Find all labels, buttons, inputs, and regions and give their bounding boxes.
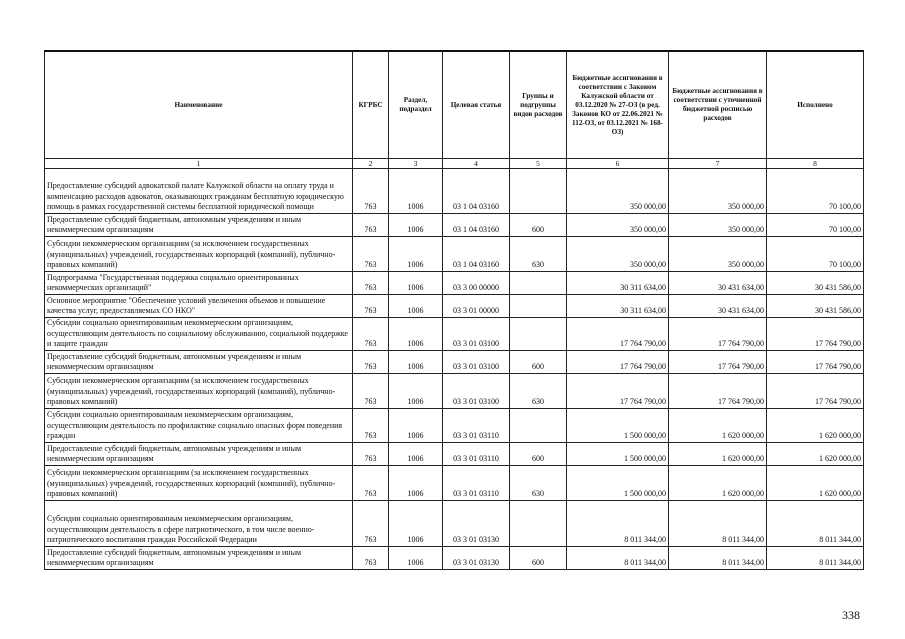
table-row	[45, 374, 864, 409]
row-group	[510, 272, 567, 295]
row-refined-amount: 350 000,00	[669, 214, 767, 237]
row-executed-amount: 8 011 344,00	[767, 547, 864, 570]
row-refined-amount: 8 011 344,00	[669, 501, 767, 547]
row-executed-amount: 30 431 586,00	[767, 272, 864, 295]
row-law-amount: 350 000,00	[567, 169, 669, 214]
row-target: 03 3 01 03110	[443, 466, 510, 501]
row-target: 03 3 01 03110	[443, 443, 510, 466]
row-group	[510, 501, 567, 547]
row-kgrbs: 763	[353, 501, 389, 547]
row-target: 03 3 01 03100	[443, 351, 510, 374]
row-section: 1006	[389, 374, 443, 409]
row-law-amount: 350 000,00	[567, 214, 669, 237]
row-group: 630	[510, 237, 567, 272]
column-number: 8	[767, 159, 864, 169]
table-row	[45, 214, 864, 237]
column-number: 7	[669, 159, 767, 169]
table-body	[45, 169, 864, 570]
row-executed-amount: 30 431 586,00	[767, 295, 864, 318]
column-number: 6	[567, 159, 669, 169]
column-number: 2	[353, 159, 389, 169]
row-section: 1006	[389, 466, 443, 501]
table-row	[45, 466, 864, 501]
row-executed-amount: 8 011 344,00	[767, 501, 864, 547]
row-group: 630	[510, 466, 567, 501]
row-target: 03 3 01 03130	[443, 547, 510, 570]
row-target: 03 3 01 03100	[443, 318, 510, 351]
column-number: 3	[389, 159, 443, 169]
row-law-amount: 8 011 344,00	[567, 501, 669, 547]
header-executed: Исполнено	[767, 51, 864, 159]
header-groups: Группы и подгруппы видов расходов	[510, 51, 567, 159]
header-refined: Бюджетные ассигнования в соответствии с уточненной бюджетной росписью расходов	[669, 51, 767, 159]
row-kgrbs: 763	[353, 169, 389, 214]
row-refined-amount: 30 431 634,00	[669, 295, 767, 318]
header-law: Бюджетные ассигнования в соответствии с Законом Калужской области от 03.12.2020 № 27-ОЗ (в ред. Законов КО от 22.06.2021 № 112-ОЗ, от 03.12.2021 № 168-ОЗ)	[567, 51, 669, 159]
row-section: 1006	[389, 318, 443, 351]
row-section: 1006	[389, 351, 443, 374]
page-number: 338	[842, 608, 860, 622]
row-law-amount: 30 311 634,00	[567, 295, 669, 318]
row-section: 1006	[389, 501, 443, 547]
row-kgrbs: 763	[353, 318, 389, 351]
row-executed-amount: 17 764 790,00	[767, 351, 864, 374]
row-law-amount: 30 311 634,00	[567, 272, 669, 295]
table-row	[45, 318, 864, 351]
row-name: Предоставление субсидий бюджетным, автономным учреждениям и иным некоммерческим организациям	[45, 214, 353, 237]
row-group: 630	[510, 374, 567, 409]
row-target: 03 1 04 03160	[443, 237, 510, 272]
row-section: 1006	[389, 214, 443, 237]
row-law-amount: 350 000,00	[567, 237, 669, 272]
table-row	[45, 295, 864, 318]
row-kgrbs: 763	[353, 214, 389, 237]
row-section: 1006	[389, 547, 443, 570]
table-row	[45, 272, 864, 295]
table-row	[45, 547, 864, 570]
row-target: 03 3 01 00000	[443, 295, 510, 318]
row-name: Субсидии социально ориентированным некоммерческим организациям, осуществляющим деятельность в сфере патриотического, в том числе военно-патриотического воспитания граждан Российской Федерации	[45, 501, 353, 547]
row-kgrbs: 763	[353, 237, 389, 272]
row-law-amount: 17 764 790,00	[567, 374, 669, 409]
row-refined-amount: 1 620 000,00	[669, 443, 767, 466]
row-target: 03 3 01 03130	[443, 501, 510, 547]
row-executed-amount: 70 100,00	[767, 237, 864, 272]
row-kgrbs: 763	[353, 374, 389, 409]
row-name: Субсидии некоммерческим организациям (за исключением государственных (муниципальных) учреждений, государственных корпораций (компаний), публично-правовых компаний)	[45, 466, 353, 501]
row-kgrbs: 763	[353, 443, 389, 466]
header-section: Раздел, подраздел	[389, 51, 443, 159]
table-row	[45, 237, 864, 272]
row-law-amount: 17 764 790,00	[567, 351, 669, 374]
header-row	[45, 51, 864, 159]
row-kgrbs: 763	[353, 295, 389, 318]
row-group	[510, 169, 567, 214]
row-refined-amount: 350 000,00	[669, 169, 767, 214]
table-row	[45, 443, 864, 466]
row-kgrbs: 763	[353, 351, 389, 374]
row-name: Основное мероприятие "Обеспечение условий увеличения объемов и повышение качества услуг, предоставляемых СО НКО"	[45, 295, 353, 318]
row-refined-amount: 17 764 790,00	[669, 351, 767, 374]
row-kgrbs: 763	[353, 272, 389, 295]
row-target: 03 1 04 03160	[443, 214, 510, 237]
column-number: 1	[45, 159, 353, 169]
row-group: 600	[510, 351, 567, 374]
row-target: 03 3 01 03100	[443, 374, 510, 409]
row-kgrbs: 763	[353, 547, 389, 570]
header-name: Наименование	[45, 51, 353, 159]
row-executed-amount: 1 620 000,00	[767, 443, 864, 466]
row-section: 1006	[389, 295, 443, 318]
column-number-row	[45, 159, 864, 169]
row-executed-amount: 70 100,00	[767, 169, 864, 214]
column-number: 5	[510, 159, 567, 169]
row-name: Предоставление субсидий адвокатской палате Калужской области на оплату труда и компенсацию расходов адвокатов, оказывающих гражданам бесплатную юридическую помощь в рамках государственной системы бесплатной юридической помощи	[45, 169, 353, 214]
row-target: 03 1 04 03160	[443, 169, 510, 214]
row-name: Субсидии социально ориентированным некоммерческим организациям, осуществляющим деятельность по профилактике социально опасных форм поведения граждан	[45, 409, 353, 443]
column-number: 4	[443, 159, 510, 169]
row-target: 03 3 00 00000	[443, 272, 510, 295]
row-law-amount: 8 011 344,00	[567, 547, 669, 570]
row-name: Предоставление субсидий бюджетным, автономным учреждениям и иным некоммерческим организациям	[45, 443, 353, 466]
table-row	[45, 351, 864, 374]
row-name: Субсидии некоммерческим организациям (за исключением государственных (муниципальных) учреждений, государственных корпораций (компаний), публично-правовых компаний)	[45, 237, 353, 272]
budget-table	[44, 50, 864, 570]
row-section: 1006	[389, 237, 443, 272]
row-executed-amount: 70 100,00	[767, 214, 864, 237]
row-section: 1006	[389, 409, 443, 443]
row-section: 1006	[389, 169, 443, 214]
row-group	[510, 318, 567, 351]
row-refined-amount: 30 431 634,00	[669, 272, 767, 295]
row-target: 03 3 01 03110	[443, 409, 510, 443]
row-law-amount: 1 500 000,00	[567, 466, 669, 501]
row-executed-amount: 17 764 790,00	[767, 318, 864, 351]
row-kgrbs: 763	[353, 409, 389, 443]
row-refined-amount: 17 764 790,00	[669, 374, 767, 409]
row-name: Субсидии некоммерческим организациям (за исключением государственных (муниципальных) учреждений, государственных корпораций (компаний), публично-правовых компаний)	[45, 374, 353, 409]
row-refined-amount: 350 000,00	[669, 237, 767, 272]
row-name: Предоставление субсидий бюджетным, автономным учреждениям и иным некоммерческим организациям	[45, 351, 353, 374]
row-executed-amount: 1 620 000,00	[767, 409, 864, 443]
row-section: 1006	[389, 443, 443, 466]
row-refined-amount: 17 764 790,00	[669, 318, 767, 351]
row-group: 600	[510, 214, 567, 237]
row-law-amount: 17 764 790,00	[567, 318, 669, 351]
row-refined-amount: 8 011 344,00	[669, 547, 767, 570]
row-law-amount: 1 500 000,00	[567, 443, 669, 466]
row-name: Предоставление субсидий бюджетным, автономным учреждениям и иным некоммерческим организациям	[45, 547, 353, 570]
row-group: 600	[510, 547, 567, 570]
row-group	[510, 295, 567, 318]
row-kgrbs: 763	[353, 466, 389, 501]
row-executed-amount: 17 764 790,00	[767, 374, 864, 409]
table-row	[45, 501, 864, 547]
row-group: 600	[510, 443, 567, 466]
table-row	[45, 169, 864, 214]
row-executed-amount: 1 620 000,00	[767, 466, 864, 501]
row-section: 1006	[389, 272, 443, 295]
row-name: Субсидии социально ориентированным некоммерческим организациям, осуществляющим деятельность по социальному обслуживанию, социальной поддержке и защите граждан	[45, 318, 353, 351]
row-refined-amount: 1 620 000,00	[669, 466, 767, 501]
row-refined-amount: 1 620 000,00	[669, 409, 767, 443]
row-group	[510, 409, 567, 443]
row-law-amount: 1 500 000,00	[567, 409, 669, 443]
header-target: Целевая статья	[443, 51, 510, 159]
row-name: Подпрограмма "Государственная поддержка социально ориентированных некоммерческих организаций"	[45, 272, 353, 295]
table-row	[45, 409, 864, 443]
header-kgrbs: КГРБС	[353, 51, 389, 159]
